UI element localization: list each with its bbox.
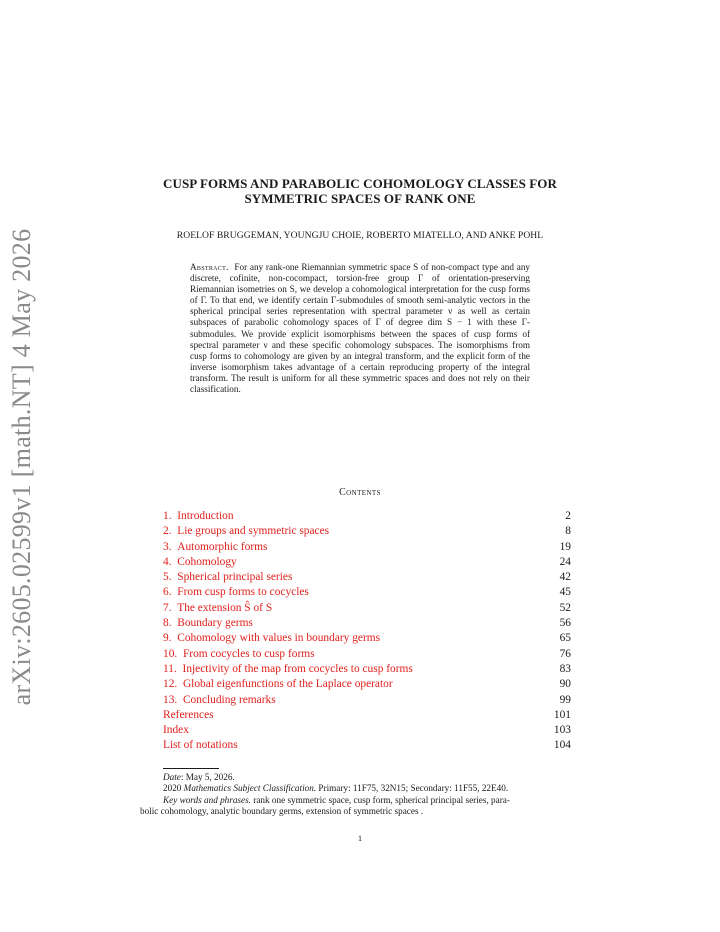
toc-page-number: 52 [559,601,571,614]
abstract [190,262,530,395]
toc-title: Cohomology with values in boundary germs [177,632,381,645]
abstract-heading: Abstract. [190,262,229,272]
toc-link[interactable] [163,647,315,662]
toc-link[interactable] [163,631,380,646]
toc-page-number: 56 [559,617,571,630]
toc-number: 4. [163,555,172,568]
toc-row [163,647,571,662]
msc-value: Primary: 11F75, 32N15; Secondary: 11F55, 22E40. [316,783,509,794]
page-number: 1 [357,833,363,843]
contents-heading: Contents [339,487,381,498]
toc-page-number: 19 [559,540,571,553]
toc-number: 5. [163,571,172,584]
footnote-rule [163,768,219,769]
footnote-keywords-cont: bolic cohomology, analytic boundary germs, extension of symmetric spaces . [140,805,424,816]
toc-link[interactable] [163,616,253,631]
date-value: : May 5, 2026. [180,772,235,782]
toc-row [163,677,571,692]
toc-number: 6. [163,586,172,599]
toc-row [163,570,571,585]
authors: ROELOF BRUGGEMAN, YOUNGJU CHOIE, ROBERTO MIATELLO, AND ANKE POHL [176,230,544,241]
toc-page-number: 101 [553,708,571,721]
toc-title: References [163,708,214,721]
toc-page-number: 65 [559,632,571,645]
toc-link[interactable] [163,601,272,616]
toc-page-number: 104 [553,739,571,752]
toc-row [163,738,571,753]
toc-link[interactable] [163,738,238,753]
toc-title: Boundary germs [177,617,253,630]
toc-page-number: 2 [565,510,571,522]
toc-link[interactable] [163,723,189,738]
toc-link[interactable] [163,662,413,677]
footnote-msc [140,783,580,794]
toc-page-number: 45 [559,586,571,599]
toc-link[interactable] [163,540,267,555]
toc-row [163,555,571,570]
abstract-text: For any rank-one Riemannian symmetric space S of non-compact type and any discrete, cofinite, non-cocompact, torsion-free group Γ of orientation-preserving Riemannian isometries on S, we develop a cohomological interpretation for the cusp forms of Γ. To that end, we identify certain Γ-submodules of smooth semi-analytic vectors in the spherical principal series representation with spectral parameter ν as well as certain subspaces of parabolic cohomology spaces of Γ of degree dim S − 1 with these Γ-submodules. We provide explicit isomorphisms between the spaces of cusp forms of spectral parameter ν and these specific cohomology subspaces. The isomorphisms from cusp forms to cohomology are given by an integral transform, and the explicit form of the inverse isomorphism takes advantage of a certain reproducing property of the integral transform. The result is uniform for all these symmetric spaces and does not rely on their classification. [190,262,530,395]
toc-page-number: 42 [559,571,571,584]
toc-number: 12. [163,678,178,691]
toc-link[interactable] [163,509,234,524]
toc-link[interactable] [163,555,237,570]
toc-row [163,662,571,677]
toc-title: From cusp forms to cocycles [177,586,309,599]
toc-number: 8. [163,617,172,630]
keywords-value-1: rank one symmetric space, cusp form, spherical principal series, para- [250,794,510,805]
toc-link[interactable] [163,677,393,692]
toc-title: From cocycles to cusp forms [182,647,315,660]
toc-title: Index [163,724,189,737]
toc-row [163,524,571,539]
toc-row [163,723,571,738]
keywords-label: Key words and phrases. [163,794,251,805]
toc-number: 9. [163,632,172,645]
toc-number: 13. [163,693,178,706]
toc-title: Concluding remarks [182,693,276,706]
toc-row [163,601,571,616]
toc-link[interactable] [163,708,214,723]
toc-link[interactable] [163,693,276,708]
toc-number: 11. [163,662,177,675]
toc-row [163,708,571,723]
toc-row [163,616,571,631]
toc-title: Automorphic forms [177,540,268,553]
toc-number: 10. [163,647,178,660]
footnote-keywords [140,795,580,806]
toc-title: Injectivity of the map from cocycles to cusp forms [182,662,413,675]
toc-title: Spherical principal series [177,571,293,584]
table-of-contents [163,509,571,754]
toc-title: The extension Ŝ of S [177,601,273,614]
toc-page-number: 90 [559,678,571,691]
title-line-1: CUSP FORMS AND PARABOLIC COHOMOLOGY CLASSES FOR [162,176,557,191]
toc-row [163,693,571,708]
toc-link[interactable] [163,524,329,539]
msc-label: Mathematics Subject Classification. [183,783,317,794]
footnotes [140,772,580,817]
title-line-2: SYMMETRIC SPACES OF RANK ONE [244,191,476,206]
toc-link[interactable] [163,570,292,585]
toc-number: 3. [163,540,172,553]
toc-title: Cohomology [177,555,237,568]
toc-link[interactable] [163,585,309,600]
msc-prefix: 2020 [163,783,184,794]
toc-page-number: 99 [559,693,571,706]
toc-title: List of notations [163,739,238,752]
toc-number: 2. [163,525,172,538]
toc-row [163,585,571,600]
toc-title: Introduction [177,510,234,522]
footnote-date [140,772,580,783]
toc-row [163,509,571,524]
date-label: Date [163,772,181,782]
toc-page-number: 76 [559,647,571,660]
toc-page-number: 24 [559,555,571,568]
arxiv-stamp: arXiv:2605.02599v1 [math.NT] 4 May 2026 [7,228,36,706]
toc-row [163,540,571,555]
toc-page-number: 103 [553,724,571,737]
toc-number: 1. [163,510,172,522]
toc-number: 7. [163,601,172,614]
paper-title [140,176,580,206]
toc-title: Lie groups and symmetric spaces [177,525,330,538]
toc-title: Global eigenfunctions of the Laplace operator [182,678,393,691]
toc-page-number: 8 [565,525,571,538]
toc-row [163,631,571,646]
toc-page-number: 83 [559,662,571,675]
